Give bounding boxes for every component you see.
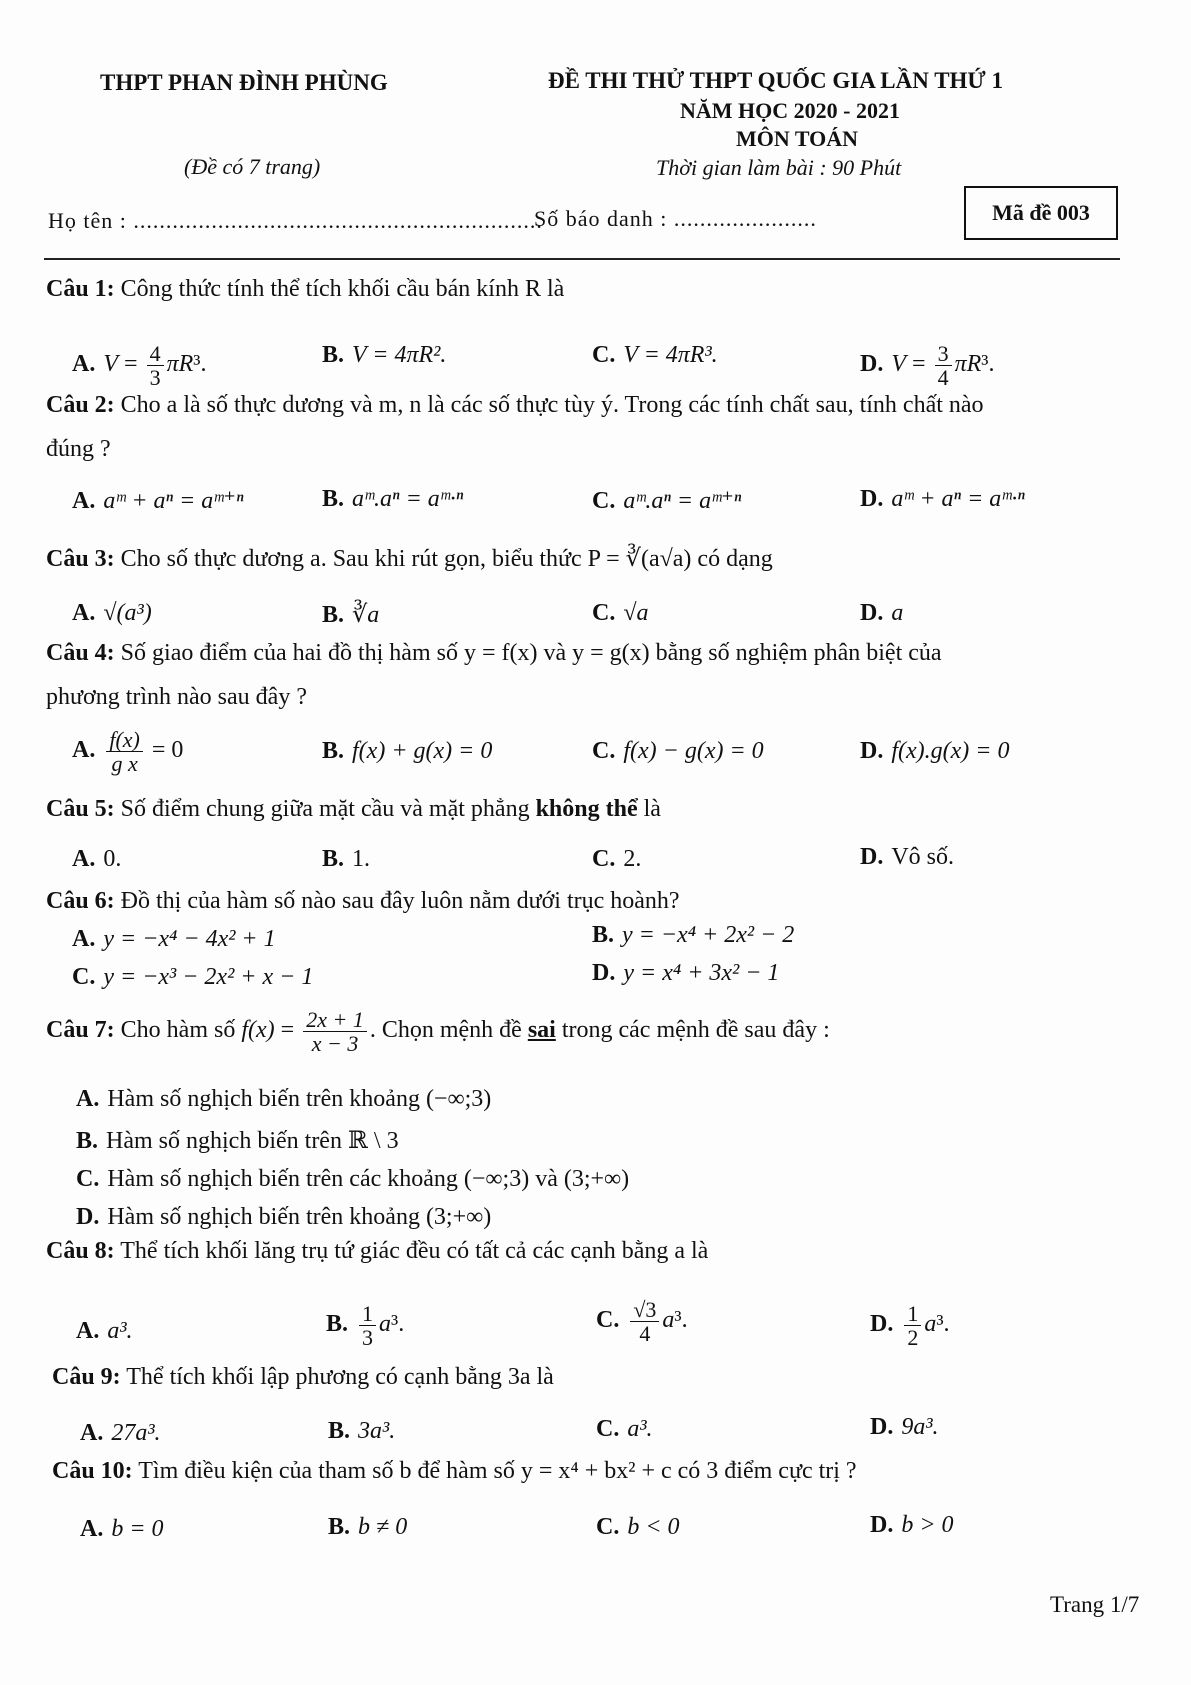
header-divider — [44, 258, 1120, 260]
question-label: Câu 4: — [46, 640, 115, 666]
page-number: Trang 1/7 — [1050, 1592, 1140, 1617]
pages-note: (Đề có 7 trang) — [184, 154, 321, 179]
q9-option-a: A. 27a³. — [80, 1420, 161, 1446]
q1-option-d: D. V = $\frac{3}{4}$ πR³. — [860, 341, 995, 391]
q9-option-b: B. 3a³. — [328, 1418, 396, 1444]
question-2-cont: đúng ? — [46, 436, 111, 462]
q3-option-a: A. √(a³) — [72, 600, 152, 626]
school-year: NĂM HỌC 2020 - 2021 — [680, 98, 900, 123]
q5-option-a: A. 0. — [72, 846, 122, 872]
q10-option-b: B. b ≠ 0 — [328, 1514, 408, 1540]
q7-option-a: A. Hàm số nghịch biến trên khoảng (−∞;3) — [76, 1086, 492, 1112]
question-6 — [46, 888, 680, 915]
q2-option-c: C. aᵐ.aⁿ = aᵐ⁺ⁿ — [592, 488, 742, 514]
question-4-cont: phương trình nào sau đây ? — [46, 684, 307, 710]
question-text: Chọn mệnh đề — [381, 1017, 522, 1044]
question-label: Câu 5: — [46, 796, 115, 822]
q2-option-a: A. aᵐ + aⁿ = aᵐ⁺ⁿ — [72, 488, 244, 514]
q8-option-b: B. $\frac{1}{3}$ a³. — [326, 1301, 405, 1351]
question-text: Cho a là số thực dương và m, n là các số thực tùy ý. Trong các tính chất sau, tính chất nào — [120, 392, 984, 418]
question-3 — [46, 544, 773, 573]
question-8 — [46, 1238, 708, 1265]
q5-option-d: D. Vô số. — [860, 844, 955, 870]
question-9 — [52, 1364, 554, 1391]
exam-code-box: Mã đề 003 — [964, 186, 1118, 240]
q1-option-a: A. V = $\frac{4}{3}$ πR³. — [72, 341, 207, 391]
school-name: THPT PHAN ĐÌNH PHÙNG — [100, 70, 388, 95]
q10-option-a: A. b = 0 — [80, 1516, 164, 1542]
q8-option-d: D. $\frac{1}{2}$ a³. — [870, 1301, 950, 1351]
q7-option-c: C. Hàm số nghịch biến trên các khoảng (−∞;3) và (3;+∞) — [76, 1166, 630, 1192]
q8-option-a: A. a³. — [76, 1318, 133, 1344]
question-1 — [46, 276, 564, 303]
exam-title: ĐỀ THI THỬ THPT QUỐC GIA LẦN THỨ 1 — [548, 68, 1003, 93]
q1-option-b: B. V = 4πR². — [322, 342, 447, 368]
q10-option-c: C. b < 0 — [596, 1514, 680, 1540]
q3-option-d: D. a — [860, 600, 904, 626]
question-2 — [46, 392, 984, 419]
q2-option-b: B. aᵐ.aⁿ = aᵐ·ⁿ — [322, 486, 464, 512]
question-label: Câu 7: — [46, 1017, 115, 1044]
question-text: Số giao điểm của hai đồ thị hàm số y = f(x) và y = g(x) bằng số nghiệm phân biệt của — [120, 640, 942, 666]
q4-option-a: A. $\frac{f(x)}{\text{g x}}$ = 0 — [72, 727, 184, 777]
question-text: Số điểm chung giữa mặt cầu và mặt phẳng — [120, 796, 530, 822]
question-label: Câu 3: — [46, 546, 115, 572]
name-field-label: Họ tên : ............................................................... — [48, 208, 543, 233]
q10-option-d: D. b > 0 — [870, 1512, 954, 1538]
question-text: Thể tích khối lập phương có cạnh bằng 3a là — [126, 1364, 554, 1390]
question-text: Công thức tính thể tích khối cầu bán kính R là — [120, 276, 565, 302]
question-label: Câu 6: — [46, 888, 115, 914]
q5-option-b: B. 1. — [322, 846, 371, 872]
q6-option-b: B. y = −x⁴ + 2x² − 2 — [592, 922, 795, 948]
q6-option-c: C. y = −x³ − 2x² + x − 1 — [72, 964, 314, 990]
question-text: Tìm điều kiện của tham số b để hàm số y = x⁴ + bx² + c có 3 điểm cực trị ? — [138, 1458, 857, 1484]
question-5: Câu 5: Số điểm chung giữa mặt cầu và mặt phẳng không thể là — [46, 796, 661, 822]
duration: Thời gian làm bài : 90 Phút — [656, 155, 902, 180]
question-4 — [46, 640, 942, 667]
question-text: Cho số thực dương a. Sau khi rút gọn, biểu thức P = ∛(a√a) có dạng — [120, 546, 773, 572]
question-text: Đồ thị của hàm số nào sau đây luôn nằm dưới trục hoành? — [120, 888, 680, 914]
question-7: Câu 7: Cho hàm số f(x) = $\frac{2x + 1}{x - 3}$ . Chọn mệnh đề sai trong các mệnh đề sau đây : — [46, 1007, 830, 1057]
q3-option-b: B. ∛a — [322, 602, 380, 628]
question-10 — [52, 1458, 857, 1485]
q3-option-c: C. √a — [592, 600, 649, 626]
q6-option-d: D. y = x⁴ + 3x² − 1 — [592, 960, 780, 986]
q5-option-c: C. 2. — [592, 846, 642, 872]
q4-option-d: D. f(x).g(x) = 0 — [860, 738, 1010, 764]
question-label: Câu 8: — [46, 1238, 115, 1264]
q9-option-c: C. a³. — [596, 1416, 653, 1442]
question-label: Câu 9: — [52, 1364, 121, 1390]
q9-option-d: D. 9a³. — [870, 1414, 939, 1440]
q7-option-d: D. Hàm số nghịch biến trên khoảng (3;+∞) — [76, 1204, 492, 1230]
question-label: Câu 1: — [46, 276, 115, 302]
q8-option-c: C. $\frac{√3}{4}$ a³. — [596, 1297, 688, 1347]
candidate-id-label: Số báo danh : ...................... — [534, 206, 817, 231]
q7-option-b: B. Hàm số nghịch biến trên ℝ \ 3 — [76, 1128, 399, 1154]
q6-option-a: A. y = −x⁴ − 4x² + 1 — [72, 926, 276, 952]
q4-option-b: B. f(x) + g(x) = 0 — [322, 738, 493, 764]
q4-option-c: C. f(x) − g(x) = 0 — [592, 738, 764, 764]
question-text: Thể tích khối lăng trụ tứ giác đều có tất cả các cạnh bằng a là — [120, 1238, 709, 1264]
q2-option-d: D. aᵐ + aⁿ = aᵐ·ⁿ — [860, 486, 1025, 512]
subject: MÔN TOÁN — [736, 126, 859, 151]
question-label: Câu 10: — [52, 1458, 133, 1484]
question-label: Câu 2: — [46, 392, 115, 418]
q1-option-c: C. V = 4πR³. — [592, 342, 718, 368]
